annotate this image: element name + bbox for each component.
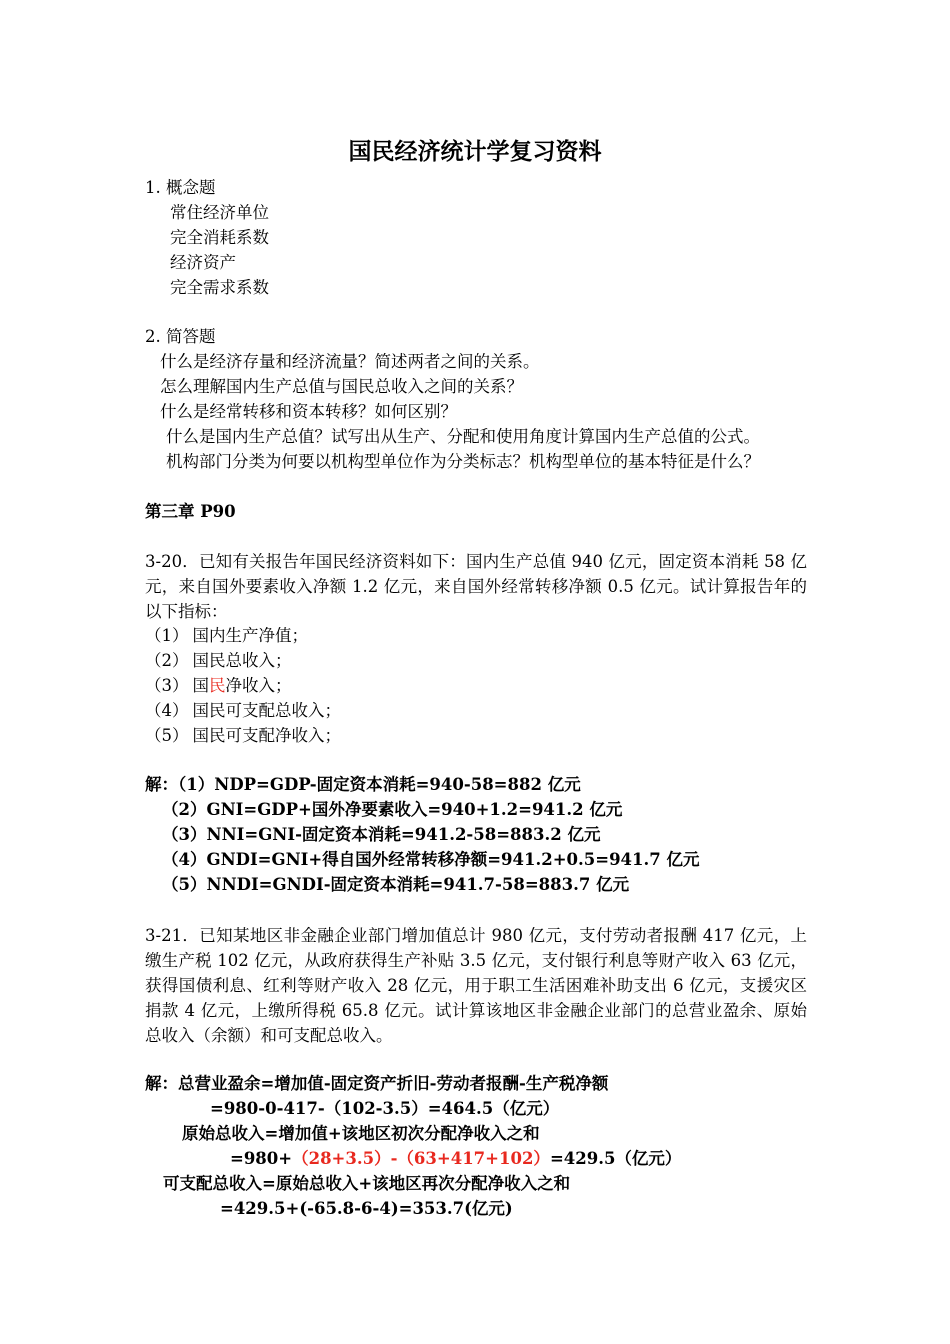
solution-line: （2）GNI=GDP+国外净要素收入=940+1.2=941.2 亿元 [162, 800, 623, 819]
solution-line: 可支配总收入=原始总收入+该地区再次分配净收入之和 [163, 1174, 571, 1193]
solution-line: =429.5+(-65.8-6-4)=353.7(亿元) [220, 1199, 513, 1218]
solution-line: 原始总收入=增加值+该地区初次分配净收入之和 [182, 1124, 540, 1143]
document-title: 国民经济统计学复习资料 [348, 138, 602, 165]
short-answer-item: 什么是国内生产总值？试写出从生产、分配和使用角度计算国内生产总值的公式。 [166, 427, 760, 446]
solution-line: =980+（28+3.5）-（63+417+102）=429.5（亿元） [230, 1149, 682, 1168]
solution-line: 解：（1）NDP=GDP-固定资本消耗=940-58=882 亿元 [145, 775, 581, 794]
solution-line: （3）NNI=GNI-固定资本消耗=941.2-58=883.2 亿元 [162, 825, 601, 844]
question-item: （3） 国民净收入； [145, 676, 292, 695]
short-answer-heading: 2. 简答题 [145, 327, 216, 346]
solution-line: （4）GNDI=GNI+得自国外经常转移净额=941.2+0.5=941.7 亿元 [162, 850, 700, 869]
concept-item: 常住经济单位 [170, 203, 269, 222]
solution-line: =980-0-417-（102-3.5）=464.5（亿元） [210, 1099, 560, 1118]
question-3-21: 3-21．已知某地区非金融企业部门增加值总计 980 亿元，支付劳动者报酬 417 亿元，上缴生产税 102 亿元，从政府获得生产补贴 3.5 亿元，支付银行利息等财产收入 63 亿元，获得国债利息、红利等财产收入 28 亿元，用于职工生活困难补助支出 6 亿元，支援灾区捐款 4 亿元，上缴所得税 65.8 亿元。试计算该地区非金融企业部门的总营业盈余、原始总收入（余额）和可支配总收入。 [145, 926, 807, 1045]
short-answer-item: 机构部门分类为何要以机构型单位作为分类标志？机构型单位的基本特征是什么？ [166, 452, 760, 471]
question-item: （5） 国民可支配净收入； [145, 726, 341, 745]
short-answer-item: 什么是经济存量和经济流量？简述两者之间的关系。 [160, 352, 540, 371]
question-item: （4） 国民可支配总收入； [145, 701, 341, 720]
concept-item: 完全需求系数 [170, 278, 269, 297]
short-answer-item: 怎么理解国内生产总值与国民总收入之间的关系？ [160, 377, 523, 396]
solution-line: （5）NNDI=GNDI-固定资本消耗=941.7-58=883.7 亿元 [162, 875, 630, 894]
question-3-20: 3-20．已知有关报告年国民经济资料如下：国内生产总值 940 亿元，固定资本消耗 58 亿元，来自国外要素收入净额 1.2 亿元，来自国外经常转移净额 0.5 亿元。试计算报告年的以下指标： [145, 552, 807, 621]
short-answer-item: 什么是经常转移和资本转移？如何区别？ [160, 402, 457, 421]
concept-item: 经济资产 [170, 253, 236, 272]
question-item: （2） 国民总收入； [145, 651, 292, 670]
concept-item: 完全消耗系数 [170, 228, 269, 247]
chapter-heading: 第三章 P90 [145, 502, 236, 521]
solution-line: 解：总营业盈余=增加值-固定资产折旧-劳动者报酬-生产税净额 [145, 1074, 609, 1093]
question-item: （1） 国内生产净值； [145, 626, 308, 645]
concepts-heading: 1. 概念题 [145, 178, 216, 197]
